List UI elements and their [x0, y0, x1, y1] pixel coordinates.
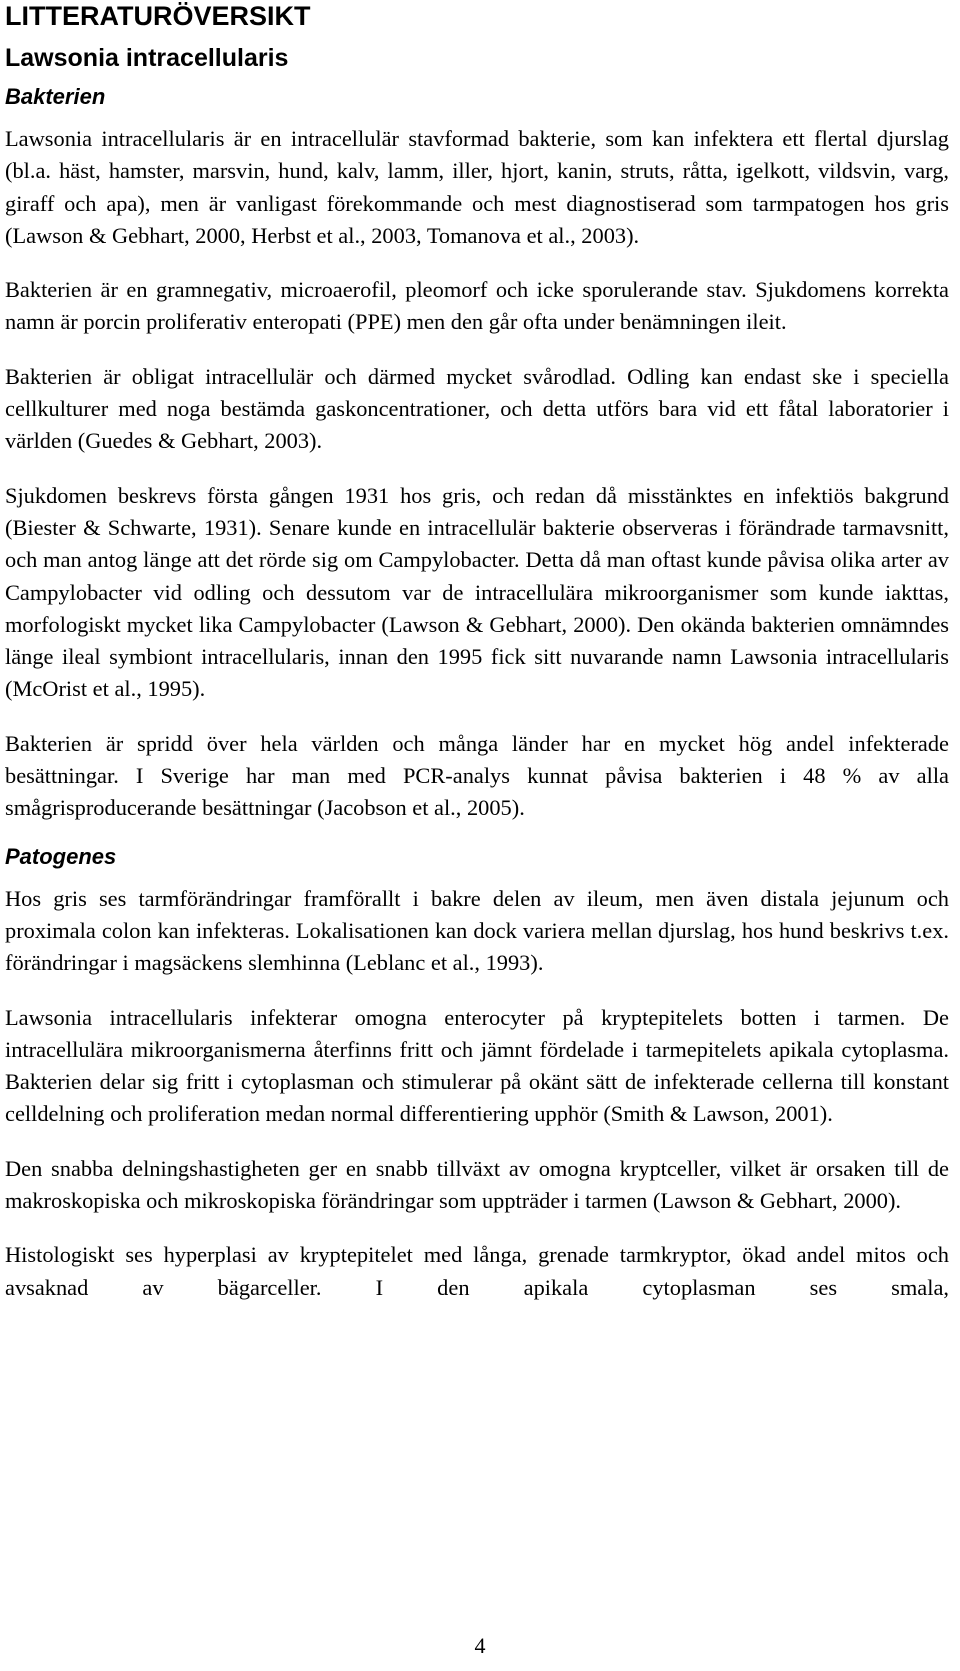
paragraph-patogenes-4: Histologiskt ses hyperplasi av kryptepitelet med långa, grenade tarmkryptor, ökad andel mitos och avsaknad av bägarceller. I den apikala cytoplasman ses smala, — [5, 1242, 949, 1300]
section-heading-bakterien: Bakterien — [5, 84, 106, 109]
paragraph-bakterien-3: Bakterien är obligat intracellulär och därmed mycket svårodlad. Odling kan endast ske i speciella cellkulturer med noga bestämda gaskoncentrationer, och detta utförs bara vid ett fåtal laboratorier i världen (Guedes & Gebhart, 2003). — [5, 363, 949, 454]
paragraph-bakterien-4: Sjukdomen beskrevs första gången 1931 hos gris, och redan då misstänktes en infektiös bakgrund (Biester & Schwarte, 1931). Senare kunde en intracellulär bakterie observeras i förändrade tarmavsnitt, och man antog länge att det rörde sig om Campylobacter. Detta då man oftast kunde påvisa olika arter av Campylobacter vid odling och dessutom var de intracellulära mikroorganismer som kunde iakttas, morfologiskt mycket lika Campylobacter (Lawson & Gebhart, 2000). Den okända bakterien omnämndes länge ileal symbiont intracellularis, innan den 1995 fick sitt nuvarande namn Lawsonia intracellularis (McOrist et al., 1995). — [5, 482, 949, 702]
paragraph-bakterien-1: Lawsonia intracellularis är en intracellulär stavformad bakterie, som kan infektera ett flertal djurslag (bl.a. häst, hamster, marsvin, hund, kalv, lamm, iller, hjort, kanin, struts, råtta, igelkott, vildsvin, varg, giraff och apa), men är vanligast förekommande och mest diagnostiserad som tarmpatogen hos gris (Lawson & Gebhart, 2000, Herbst et al., 2003, Tomanova et al., 2003). — [5, 126, 949, 248]
page-heading: LITTERATURÖVERSIKT — [5, 1, 311, 31]
subheading: Lawsonia intracellularis — [5, 44, 289, 72]
paragraph-patogenes-2: Lawsonia intracellularis infekterar omogna enterocyter på kryptepitelets botten i tarmen. De intracellulära mikroorganismerna återfinns fritt och jämnt fördelade i tarmepitelets apikala cytoplasma. Bakterien delar sig fritt i cytoplasman och stimulerar på okänt sätt de infekterade cellerna till konstant celldelning och proliferation medan normal differentiering upphör (Smith & Lawson, 2001). — [5, 1004, 949, 1127]
paragraph-patogenes-1: Hos gris ses tarmförändringar framförallt i bakre delen av ileum, men även distala jejunum och proximala colon kan infekteras. Lokalisationen kan dock variera mellan djurslag, hos hund beskrivs t.ex. förändringar i magsäckens slemhinna (Leblanc et al., 1993). — [5, 885, 949, 976]
page-number: 4 — [474, 1633, 486, 1658]
paragraph-bakterien-2: Bakterien är en gramnegativ, microaerofil, pleomorf och icke sporulerande stav. Sjukdomens korrekta namn är porcin proliferativ enteropati (PPE) men den går ofta under benämningen ileit. — [5, 277, 949, 335]
document-page — [5, 0, 949, 1304]
paragraph-bakterien-5: Bakterien är spridd över hela världen och många länder har en mycket hög andel infekterade besättningar. I Sverige har man med PCR-analys kunnat påvisa bakterien i 48 % av alla smågrisproducerande besättningar (Jacobson et al., 2005). — [5, 730, 949, 821]
paragraph-patogenes-3: Den snabba delningshastigheten ger en snabb tillväxt av omogna kryptceller, vilket är orsaken till de makroskopiska och mikroskopiska förändringar som uppträder i tarmen (Lawson & Gebhart, 2000). — [5, 1155, 949, 1214]
section-heading-patogenes: Patogenes — [5, 843, 117, 869]
